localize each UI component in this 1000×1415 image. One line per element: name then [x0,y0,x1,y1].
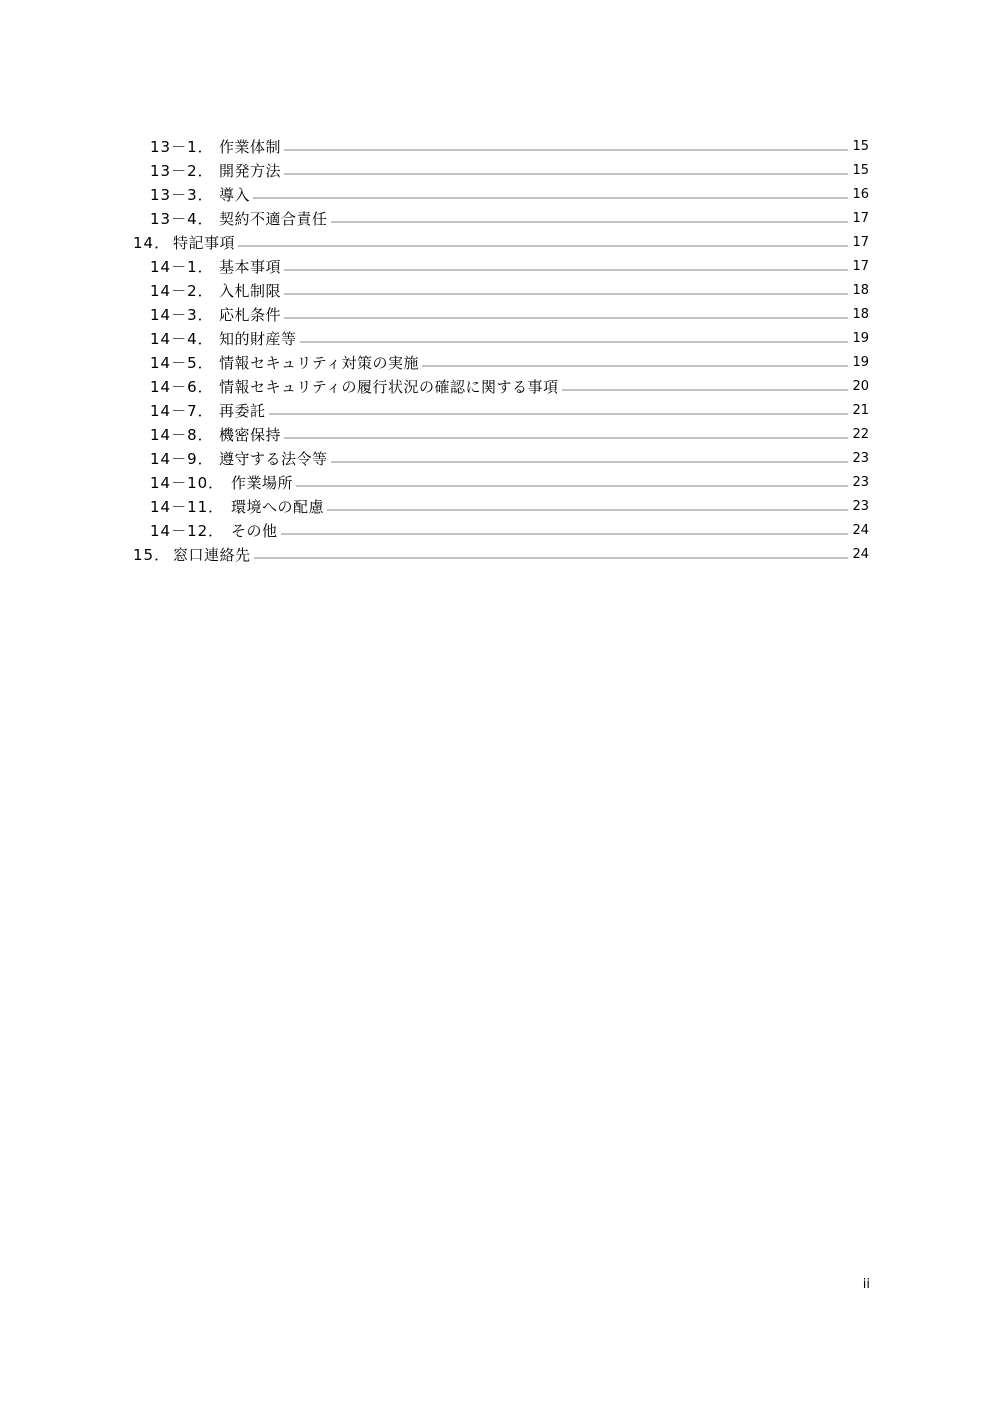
dot-leader [254,556,848,560]
toc-entry-page: 21 [852,403,869,418]
toc-entry-page: 16 [852,187,869,202]
toc-entry-title: 機密保持 [219,426,282,444]
toc-entry-title: 開発方法 [219,162,282,180]
dot-leader [562,388,848,392]
toc-entry-number: 14－11． [150,498,225,516]
toc-entry-number: 15． [133,546,171,564]
toc-entry-number: 14－4． [150,330,214,348]
toc-entry-page: 22 [852,427,869,442]
dot-leader [331,460,848,464]
dot-leader [331,220,848,224]
toc-entry-page: 23 [852,451,869,466]
toc-entry-title: 入札制限 [219,282,282,300]
toc-entry-number: 14－1． [150,258,214,276]
toc-entry-title: 知的財産等 [219,330,297,348]
toc-entry[interactable] [133,445,869,469]
toc-entry-title: 特記事項 [173,234,236,252]
toc-entry[interactable] [133,133,869,157]
toc-entry-page: 23 [852,499,869,514]
dot-leader [422,364,848,368]
dot-leader [296,484,848,488]
toc-entry-title: 情報セキュリティ対策の実施 [219,354,420,372]
toc-entry-number: 14－10． [150,474,225,492]
dot-leader [284,148,848,152]
toc-entry-title: 基本事項 [219,258,282,276]
toc-entry-number: 14－3． [150,306,214,324]
toc-entry[interactable] [133,181,869,205]
toc-entry-page: 23 [852,475,869,490]
dot-leader [284,268,848,272]
toc-entry[interactable] [133,421,869,445]
toc-entry-page: 24 [852,547,869,562]
toc-entry-page: 19 [852,355,869,370]
toc-entry-page: 18 [852,307,869,322]
toc-entry-number: 14－5． [150,354,214,372]
toc-entry[interactable] [133,397,869,421]
toc-entry-number: 14－2． [150,282,214,300]
dot-leader [284,316,848,320]
toc-entry-page: 17 [852,259,869,274]
toc-entry-title: 遵守する法令等 [219,450,328,468]
page-number: ii [862,1277,870,1292]
dot-leader [284,436,848,440]
toc-entry[interactable] [133,205,869,229]
toc-entry-title: 再委託 [219,402,266,420]
toc-entry[interactable] [133,469,869,493]
dot-leader [238,244,848,248]
toc-entry[interactable] [133,301,869,325]
dot-leader [327,508,848,512]
table-of-contents [133,133,869,565]
toc-entry[interactable] [133,277,869,301]
toc-entry[interactable] [133,157,869,181]
toc-entry-title: 導入 [219,186,251,204]
toc-entry[interactable] [133,253,869,277]
toc-entry-page: 15 [852,163,869,178]
dot-leader [269,412,848,416]
toc-entry[interactable] [133,517,869,541]
toc-entry-page: 15 [852,139,869,154]
toc-entry-number: 14－6． [150,378,214,396]
toc-entry-title: 作業体制 [219,138,282,156]
toc-entry-page: 18 [852,283,869,298]
toc-entry-page: 20 [852,379,869,394]
toc-entry[interactable] [133,349,869,373]
toc-entry-number: 14－12． [150,522,225,540]
toc-entry-title: その他 [231,522,278,540]
toc-entry-number: 13－1． [150,138,214,156]
dot-leader [284,292,848,296]
dot-leader [281,532,848,536]
toc-entry-page: 17 [852,235,869,250]
dot-leader [253,196,848,200]
toc-entry-page: 17 [852,211,869,226]
toc-entry-page: 24 [852,523,869,538]
toc-entry-page: 19 [852,331,869,346]
toc-entry-title: 契約不適合責任 [219,210,328,228]
toc-entry-number: 14． [133,234,171,252]
toc-entry-number: 13－3． [150,186,214,204]
toc-entry-title: 作業場所 [231,474,294,492]
toc-entry-number: 13－4． [150,210,214,228]
toc-entry[interactable] [133,493,869,517]
dot-leader [300,340,848,344]
toc-entry-number: 14－7． [150,402,214,420]
toc-section-entry[interactable] [133,229,869,253]
toc-entry-number: 13－2． [150,162,214,180]
toc-entry[interactable] [133,373,869,397]
toc-entry-title: 応札条件 [219,306,282,324]
toc-entry-number: 14－8． [150,426,214,444]
toc-entry-title: 窓口連絡先 [173,546,251,564]
toc-entry-title: 情報セキュリティの履行状況の確認に関する事項 [219,378,559,396]
toc-entry-title: 環境への配慮 [231,498,325,516]
toc-entry[interactable] [133,325,869,349]
dot-leader [284,172,848,176]
toc-entry-number: 14－9． [150,450,214,468]
toc-section-entry[interactable] [133,541,869,565]
